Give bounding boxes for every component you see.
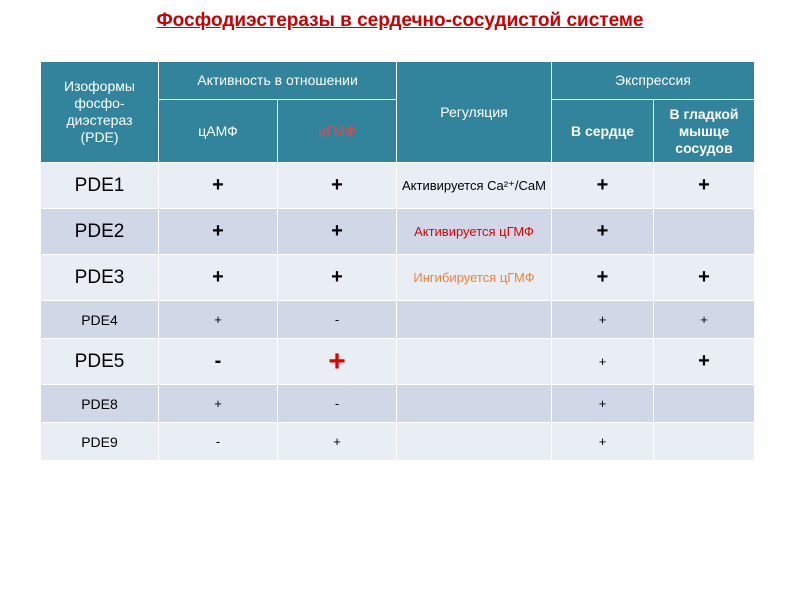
camp-activity: + — [159, 255, 278, 301]
header-row-1 — [41, 62, 755, 100]
regulation-cell: Активируется цГМФ — [397, 209, 552, 255]
regulation-cell — [397, 385, 552, 423]
cgmp-activity: + — [278, 339, 397, 385]
heart-expression: + — [552, 301, 654, 339]
table-row — [41, 385, 755, 423]
table-row — [41, 339, 755, 385]
vessel-expression — [654, 423, 755, 461]
table-row — [41, 301, 755, 339]
header-heart: В сердце — [552, 100, 654, 163]
cgmp-activity: + — [278, 255, 397, 301]
vessel-expression — [654, 209, 755, 255]
isoform-name: PDE2 — [41, 209, 159, 255]
header-smooth-muscle: В гладкой мышце сосудов — [654, 100, 755, 163]
heart-expression: + — [552, 339, 654, 385]
isoform-name: PDE4 — [41, 301, 159, 339]
cgmp-activity: + — [278, 423, 397, 461]
isoform-name: PDE9 — [41, 423, 159, 461]
isoform-name: PDE3 — [41, 255, 159, 301]
regulation-cell — [397, 301, 552, 339]
regulation-cell: Активируется Ca²⁺/CaM — [397, 163, 552, 209]
header-expression: Экспрессия — [552, 62, 755, 100]
isoform-name: PDE8 — [41, 385, 159, 423]
header-camp: цАМФ — [159, 100, 278, 163]
table-row — [41, 163, 755, 209]
table-row — [41, 423, 755, 461]
cgmp-activity: + — [278, 163, 397, 209]
isoform-name: PDE5 — [41, 339, 159, 385]
vessel-expression: + — [654, 301, 755, 339]
regulation-cell — [397, 339, 552, 385]
camp-activity: + — [159, 301, 278, 339]
camp-activity: + — [159, 163, 278, 209]
table-row — [41, 209, 755, 255]
camp-activity: - — [159, 423, 278, 461]
regulation-cell: Ингибируется цГМФ — [397, 255, 552, 301]
cgmp-activity: + — [278, 209, 397, 255]
heart-expression: + — [552, 163, 654, 209]
pde-table — [40, 61, 755, 461]
regulation-cell — [397, 423, 552, 461]
heart-expression: + — [552, 209, 654, 255]
table-row — [41, 255, 755, 301]
header-activity: Активность в отношении — [159, 62, 397, 100]
heart-expression: + — [552, 385, 654, 423]
cgmp-activity: - — [278, 301, 397, 339]
header-cgmp: цГМФ — [278, 100, 397, 163]
cgmp-activity: - — [278, 385, 397, 423]
heart-expression: + — [552, 255, 654, 301]
heart-expression: + — [552, 423, 654, 461]
header-isoforms: Изоформы фосфо-диэстераз (PDE) — [41, 62, 159, 163]
camp-activity: - — [159, 339, 278, 385]
camp-activity: + — [159, 209, 278, 255]
camp-activity: + — [159, 385, 278, 423]
page-title: Фосфодиэстеразы в сердечно-сосудистой системе — [156, 10, 644, 31]
isoform-name: PDE1 — [41, 163, 159, 209]
vessel-expression: + — [654, 163, 755, 209]
vessel-expression: + — [654, 339, 755, 385]
header-regulation: Регуляция — [397, 62, 552, 163]
vessel-expression — [654, 385, 755, 423]
vessel-expression: + — [654, 255, 755, 301]
